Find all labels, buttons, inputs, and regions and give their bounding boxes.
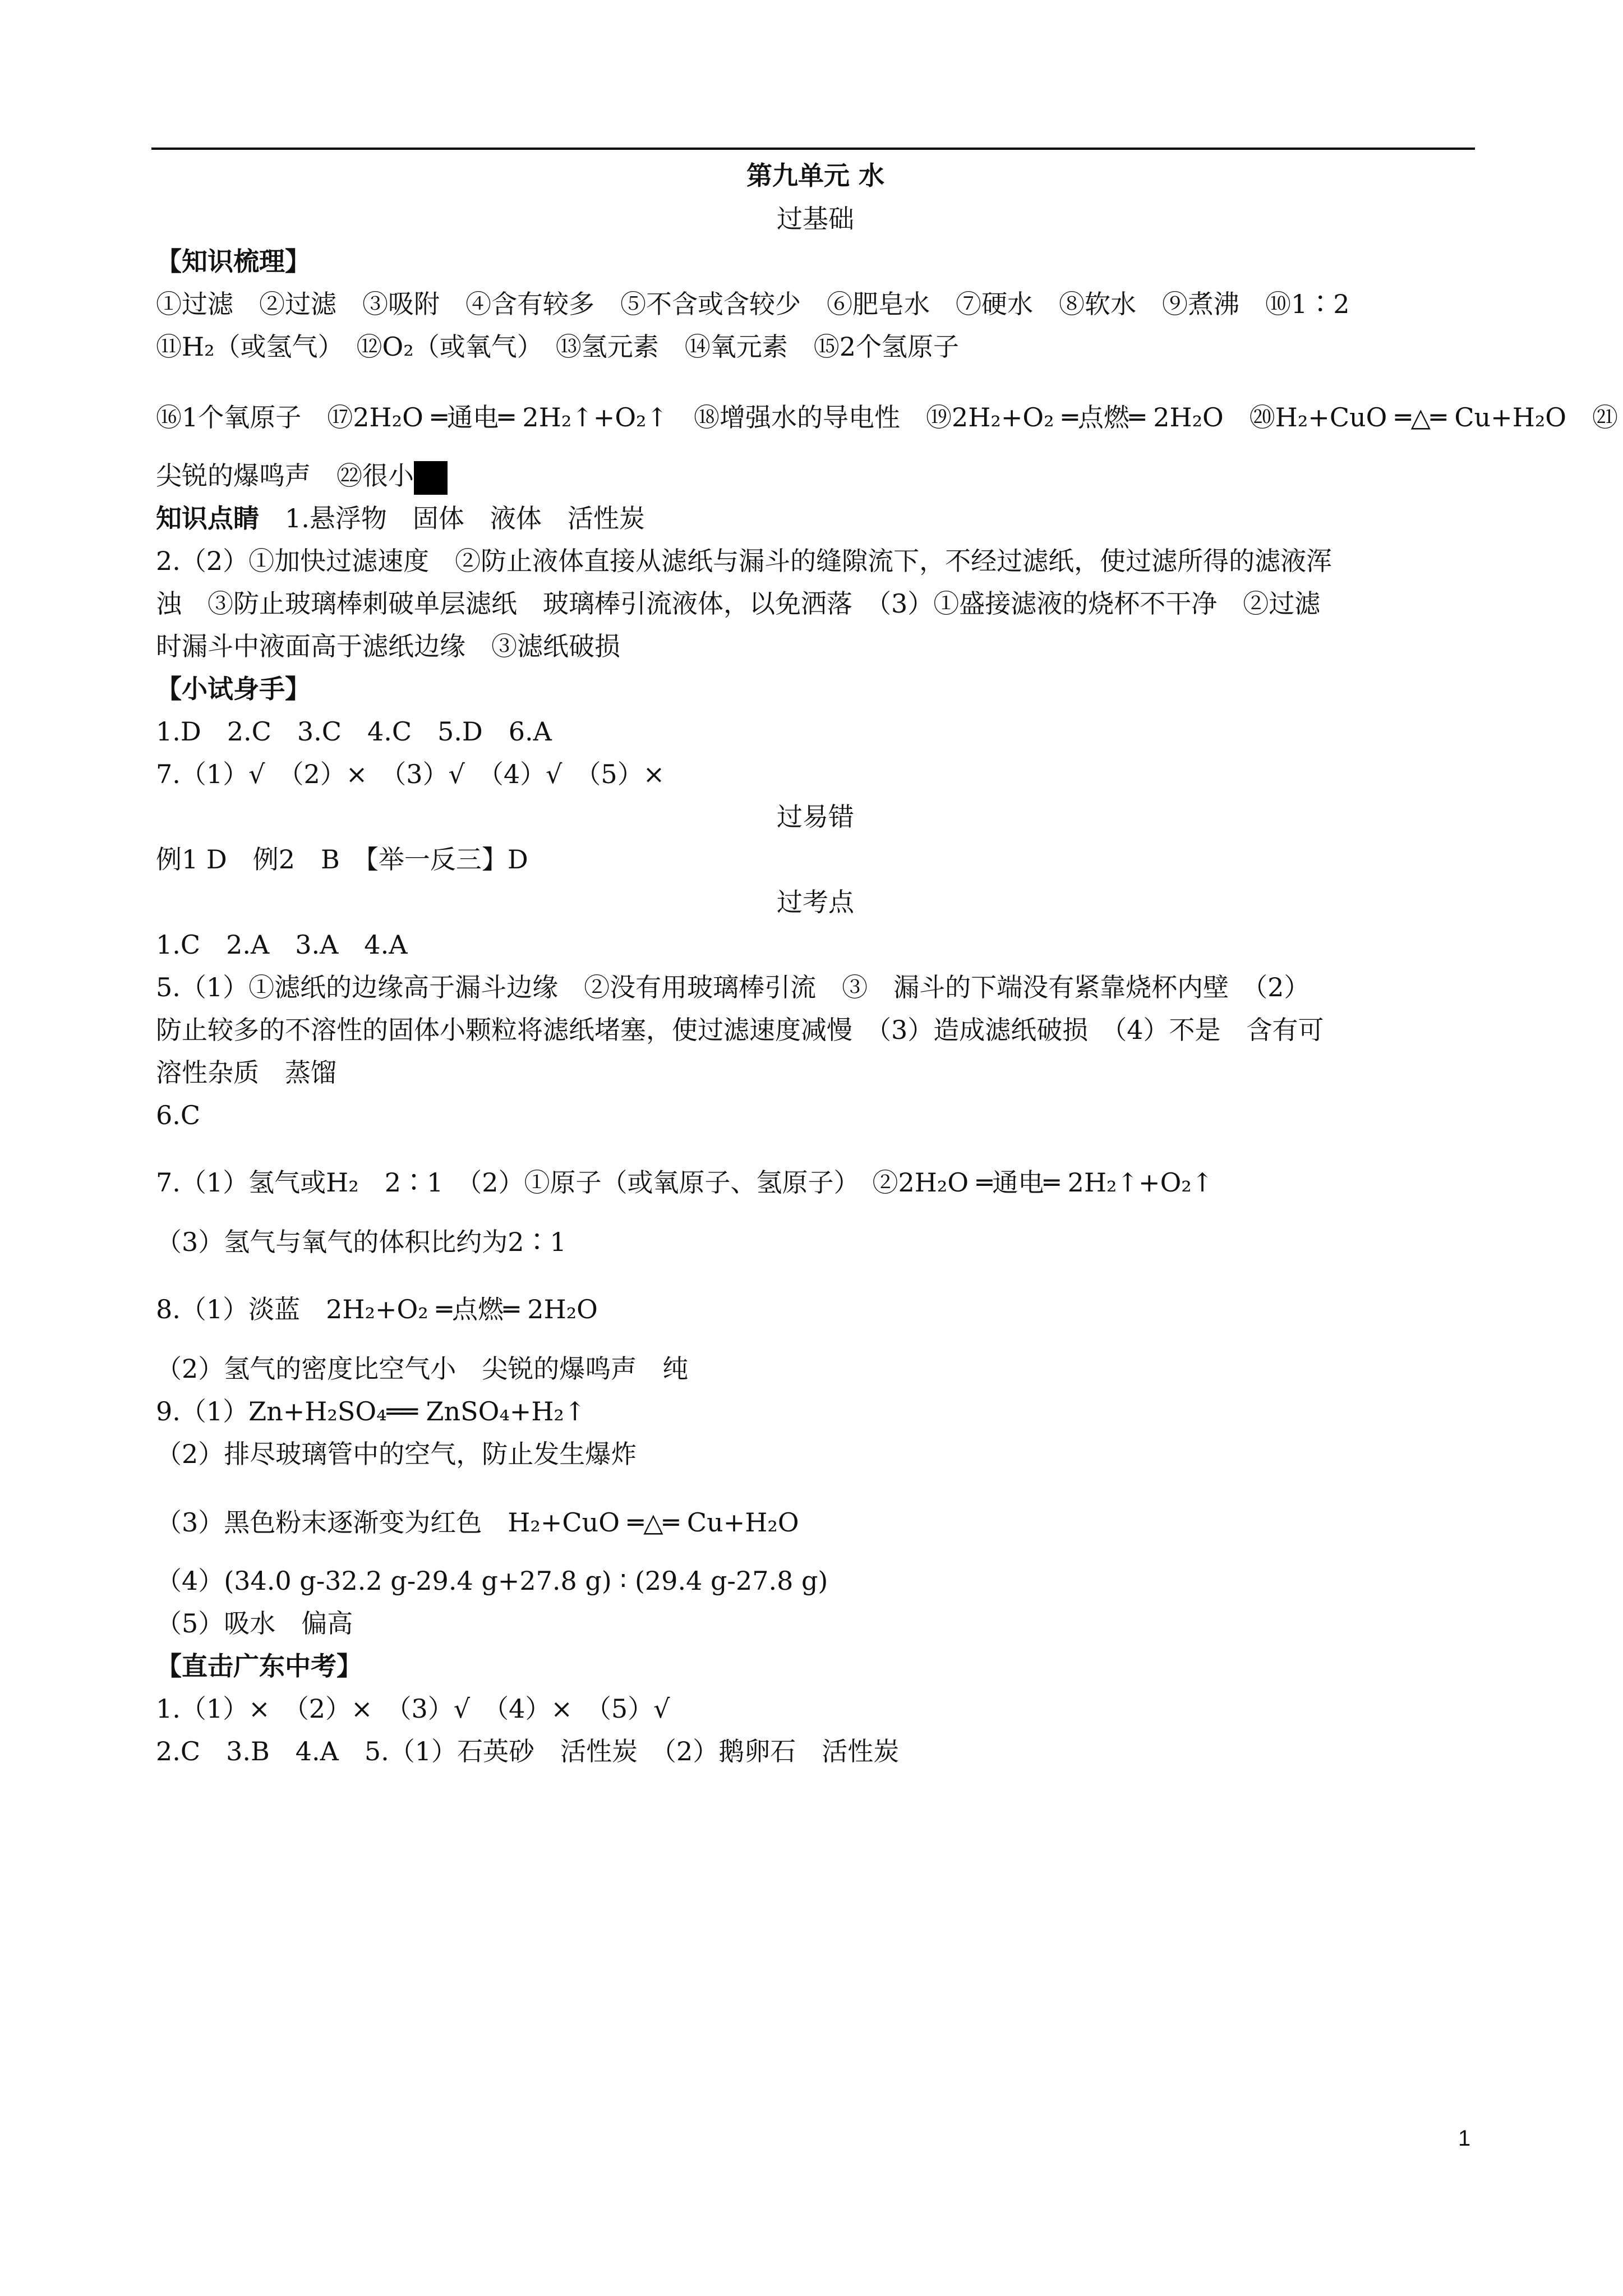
- points-line-10: 9.（1）Zn+H₂SO₄══ ZnSO₄+H₂↑: [156, 1396, 586, 1427]
- guangdong-line-1: 1.（1）× （2）× （3）√ （4）× （5）√: [156, 1694, 670, 1724]
- knowledge-points-text: 1.悬浮物 固体 液体 活性炭: [285, 503, 645, 533]
- points-line-6: 7.（1）氢气或H₂ 2∶1 （2）①原子（或氧原子、氢原子） ②2H₂O ═通电═ 2H₂↑+O₂↑: [156, 1167, 1214, 1198]
- guangdong-line-2: 2.C 3.B 4.A 5.（1）石英砂 活性炭 （2）鹅卵石 活性炭: [156, 1736, 900, 1766]
- knowledge-line-3: ⑯1个氧原子 ⑰2H₂O ═通电═ 2H₂↑+O₂↑ ⑱增强水的导电性 ⑲2H₂+O₂ ═点燃═ 2H₂O ⑳H₂+CuO ═△═ Cu+H₂O ㉑: [156, 402, 1618, 432]
- errors-line-1: 例1 D 例2 B 【举一反三】D: [156, 844, 528, 875]
- try-line-2: 7.（1）√ （2）× （3）√ （4）√ （5）×: [156, 759, 665, 789]
- points-line-13: （4）(34.0 g-32.2 g-29.4 g+27.8 g) ∶ (29.4 g-27.8 g): [156, 1566, 828, 1596]
- points-line-1: 1.C 2.A 3.A 4.A: [156, 930, 408, 960]
- points-line-2: 5.（1）①滤纸的边缘高于漏斗边缘 ②没有用玻璃棒引流 ③ 漏斗的下端没有紧靠烧杯内壁 （2）: [156, 972, 1310, 1002]
- points-line-11: （2）排尽玻璃管中的空气，防止发生爆炸: [156, 1439, 637, 1469]
- knowledge-line-4: [156, 460, 448, 495]
- heading-try: 【小试身手】: [156, 674, 311, 704]
- section-points: 过考点: [777, 887, 854, 917]
- points-line-12: （3）黑色粉末逐渐变为红色 H₂+CuO ═△═ Cu+H₂O: [156, 1507, 799, 1538]
- points-line-3: 防止较多的不溶性的固体小颗粒将滤纸堵塞，使过滤速度减慢 （3）造成滤纸破损 （4）不是 含有可: [156, 1015, 1324, 1045]
- knowledge-line-4-text: 尖锐的爆鸣声 ㉒很小: [156, 461, 414, 491]
- knowledge-points-line: [156, 503, 645, 534]
- points-line-8: 8.（1）淡蓝 2H₂+O₂ ═点燃═ 2H₂O: [156, 1294, 598, 1324]
- try-line-1: 1.D 2.C 3.C 4.C 5.D 6.A: [156, 716, 552, 747]
- knowledge-line-2: ⑪H₂（或氢气） ⑫O₂（或氧气） ⑬氢元素 ⑭氧元素 ⑮2个氢原子: [156, 332, 959, 362]
- section-errors: 过易错: [777, 802, 854, 832]
- heading-knowledge: 【知识梳理】: [156, 246, 311, 277]
- knowledge-line-7: 浊 ③防止玻璃棒刺破单层滤纸 玻璃棒引流液体，以免洒落 （3）①盛接滤液的烧杯不干净 ②过滤: [156, 588, 1321, 619]
- points-line-5: 6.C: [156, 1100, 201, 1130]
- knowledge-line-8: 时漏斗中液面高于滤纸边缘 ③滤纸破损: [156, 631, 620, 661]
- header-rule: [151, 148, 1475, 150]
- section-basics: 过基础: [777, 204, 854, 234]
- points-line-4: 溶性杂质 蒸馏: [156, 1057, 336, 1088]
- points-line-14: （5）吸水 偏高: [156, 1608, 353, 1639]
- knowledge-line-1: ①过滤 ②过滤 ③吸附 ④含有较多 ⑤不含或含较少 ⑥肥皂水 ⑦硬水 ⑧软水 ⑨煮沸 ⑩1∶2: [156, 289, 1350, 319]
- knowledge-line-6: 2.（2）①加快过滤速度 ②防止液体直接从滤纸与漏斗的缝隙流下，不经过滤纸，使过滤所得的滤液浑: [156, 546, 1332, 576]
- page-number: 1: [1458, 2126, 1471, 2151]
- points-line-9: （2）氢气的密度比空气小 尖锐的爆鸣声 纯: [156, 1354, 689, 1384]
- knowledge-points-label: 知识点睛: [156, 503, 259, 533]
- points-line-7: （3）氢气与氧气的体积比约为2∶1: [156, 1227, 566, 1257]
- heading-guangdong: 【直击广东中考】: [156, 1651, 362, 1681]
- redaction-block: [414, 461, 448, 495]
- page-title: 第九单元 水: [746, 160, 884, 191]
